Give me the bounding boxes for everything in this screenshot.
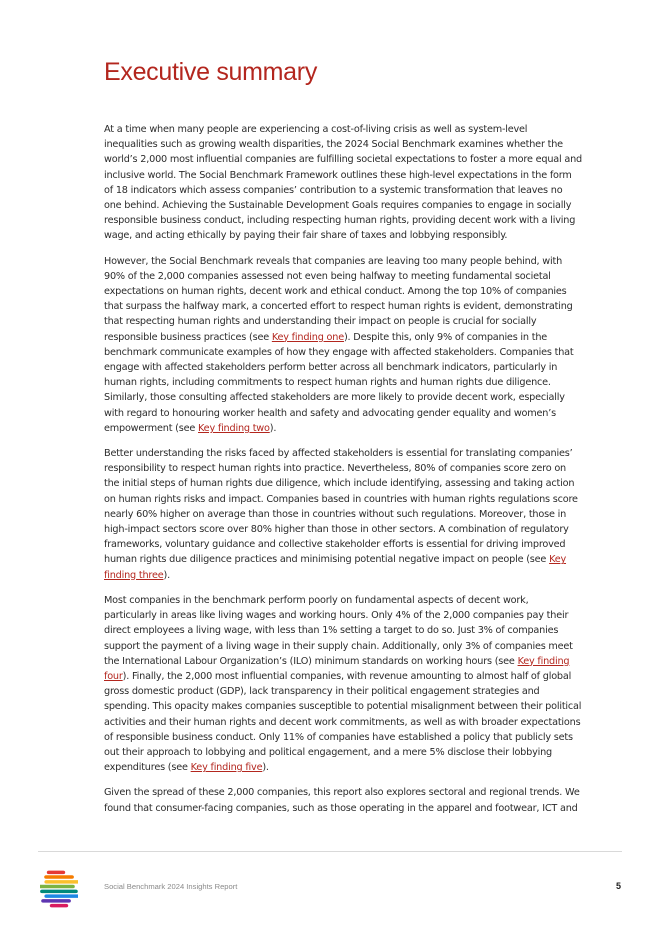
key-finding-link[interactable]: Key finding four	[104, 655, 570, 682]
paragraph-text: Most companies in the benchmark perform poorly on fundamental aspects of decent work, particularly in areas like living wages and working hours. Only 4% of the 2,000 companies pay their direct employees a living wage, with less than 1% setting a target to do so. Just 3% of companies support the payment of a living wage in their supply chain. Additionally, only 3% of companies meet the International Labour Organization’s (ILO) minimum standards on working hours (see	[104, 594, 573, 667]
paragraph-text: Better understanding the risks faced by affected stakeholders is essential for translating companies’ responsibility to respect human rights into practice. Nevertheless, 80% of companies score zero on the initial steps of human rights due diligence, which include identifying, assessing and taking action on human rights risks and impact. Companies based in countries with human rights regulations score nearly 60% higher on average than those in countries without such regulations. Moreover, those in high-impact sectors score over 80% higher than those in other sectors. A combination of regulatory frameworks, voluntary guidance and collective stakeholder efforts is essential for driving improved human rights due diligence practices and minimising potential negative impact on people (see	[104, 448, 578, 566]
paragraph-text: However, the Social Benchmark reveals that companies are leaving too many people behind, with 90% of the 2,000 companies assessed not even being halfway to meeting fundamental societal expectations on human rights, decent work and ethical conduct. Among the top 10% of companies that surpass the halfway mark, a concerted effort to respect human rights is evident, demonstrating that respecting human rights and understanding their impact on people is crucial for socially responsible business practices (see	[104, 255, 573, 343]
social-benchmark-logo-icon	[40, 870, 78, 908]
key-finding-link[interactable]: Key finding one	[271, 331, 344, 343]
logo-stripe	[44, 875, 74, 879]
logo-stripe	[50, 904, 68, 908]
logo-stripe	[47, 871, 65, 875]
paragraph	[104, 593, 582, 775]
logo-stripe	[40, 890, 78, 894]
key-finding-link[interactable]: Key finding two	[198, 422, 270, 434]
paragraph-text: ).	[262, 762, 269, 774]
logo-stripe	[40, 885, 75, 889]
paragraph-text: ). Despite this, only 9% of companies in the benchmark communicate examples of how they engage with affected stakeholders. Companies that engage with affected stakeholders perform better across all benchmark indicators, particularly in human rights, including commitments to respect human rights and human rights due diligence. Similarly, those consulting affected stakeholders are more likely to provide decent work, especially with regard to honouring worker health and safety and advocating gender equality and women’s empowerment (see	[104, 331, 574, 434]
key-finding-link[interactable]: Key finding three	[104, 554, 567, 581]
page-title: Executive summary	[104, 58, 318, 86]
paragraph-text: ).	[269, 422, 277, 434]
logo-stripe	[44, 880, 78, 884]
paragraph	[104, 122, 582, 244]
logo-stripe	[41, 899, 71, 903]
paragraph-text: Given the spread of these 2,000 companies, this report also explores sectoral and regional trends. We found that consumer-facing companies, such as those operating in the apparel and footwear, ICT and	[104, 787, 580, 814]
paragraph-text: At a time when many people are experiencing a cost-of-living crisis as well as system-level inequalities such as growing wealth disparities, the 2024 Social Benchmark examines whether the world’s 2,000 most influential companies are fulfilling societal expectations to foster a more equal and inclusive world. The Social Benchmark Framework outlines these high-level expectations in the form of 18 indicators which assess companies’ contribution to a systemic transformation that leaves no one behind. Achieving the Sustainable Development Goals requires companies to engage in socially responsible business conduct, including respecting human rights, providing decent work with a living wage, and acting ethically by paying their fair share of taxes and lobbying responsibly.	[104, 124, 582, 242]
paragraph	[104, 254, 582, 436]
paragraph	[104, 446, 582, 583]
footer-report-title: Social Benchmark 2024 Insights Report	[104, 882, 238, 891]
logo-stripe	[44, 894, 78, 898]
key-finding-link[interactable]: Key finding five	[190, 762, 263, 774]
paragraph	[104, 785, 582, 815]
paragraph-text: ). Finally, the 2,000 most influential companies, with revenue amounting to almost half of global gross domestic product (GDP), lack transparency in their political engagement strategies and spending. This opacity makes companies susceptible to potential misalignment between their political activities and their human rights and decent work commitments, as well as with broader expectations of responsible business conduct. Only 11% of companies have established a policy that publicly sets out their approach to lobbying and political engagement, and a mere 5% disclose their lobbying expenditures (see	[104, 670, 582, 774]
page-number: 5	[616, 881, 622, 891]
body-text	[104, 122, 582, 826]
paragraph-text: ).	[163, 569, 170, 581]
footer-divider	[38, 851, 622, 852]
